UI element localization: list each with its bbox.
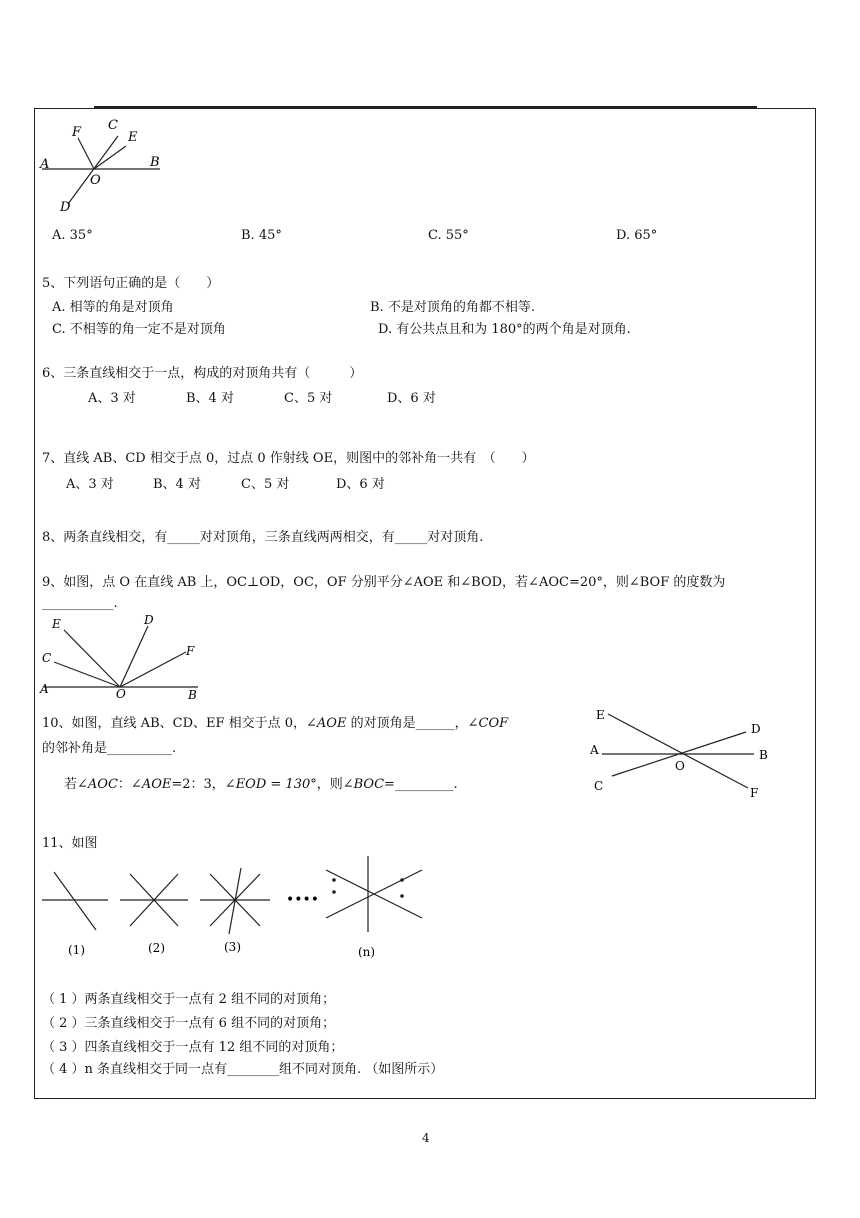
q11-caption-2: (2) — [148, 941, 165, 955]
q6-option-a[interactable]: A、3 对 — [88, 391, 136, 406]
q9-label-f: F — [186, 644, 195, 658]
q10-angle-eod: ∠EOD = 130° — [224, 777, 317, 792]
q11-item-3: （ 3 ）四条直线相交于一点有 12 组不同的对顶角； — [42, 1040, 344, 1055]
q11-figures — [38, 852, 438, 964]
q11-item-2: （ 2 ）三条直线相交于一点有 6 组不同的对顶角； — [42, 1016, 336, 1031]
q10-line1-middle: 的对顶角是______， — [346, 716, 468, 731]
q4-label-o: O — [90, 173, 101, 188]
q6-option-b[interactable]: B、4 对 — [186, 391, 234, 406]
q7-option-c[interactable]: C、5 对 — [241, 477, 290, 492]
q8-text: 8、两条直线相交，有_____对对顶角，三条直线两两相交，有_____对对顶角. — [42, 530, 484, 545]
q10-figure — [586, 702, 776, 802]
q10-line3-then: ，则 — [316, 777, 343, 792]
q4-label-e: E — [128, 130, 138, 145]
q10-label-c: C — [594, 779, 604, 793]
q5-option-a[interactable]: A. 相等的角是对顶角 — [52, 300, 174, 315]
q4-label-d: D — [60, 200, 71, 215]
q7-option-b[interactable]: B、4 对 — [153, 477, 201, 492]
q9-label-o: O — [116, 687, 126, 701]
q4-label-f: F — [72, 125, 82, 140]
q4-option-d[interactable]: D. 65° — [616, 228, 658, 243]
q5-option-c[interactable]: C. 不相等的角一定不是对顶角 — [52, 322, 226, 337]
q9-label-a: A — [40, 682, 49, 696]
q5-option-b[interactable]: B. 不是对顶角的角都不相等. — [370, 300, 535, 315]
q10-angle-aoe: ∠AOE — [306, 716, 347, 731]
q9-label-e: E — [52, 617, 61, 631]
q5-stem: 5、下列语句正确的是（ ） — [42, 276, 220, 291]
q11-item-4: （ 4 ）n 条直线相交于同一点有________组不同对顶角. （如图所示） — [42, 1062, 444, 1077]
q11-caption-3: (3) — [224, 940, 241, 954]
page-number: 4 — [422, 1131, 430, 1145]
q6-stem: 6、三条直线相交于一点，构成的对顶角共有（ ） — [42, 366, 363, 381]
q10-angle-aoe-2: ∠AOE — [130, 777, 172, 792]
q4-option-c[interactable]: C. 55° — [428, 228, 469, 243]
q10-label-o: O — [675, 759, 685, 773]
q10-line1 — [42, 712, 508, 731]
q10-label-f: F — [750, 786, 759, 800]
q11-caption-n: (n) — [358, 945, 376, 959]
q9-label-d: D — [144, 613, 154, 627]
q10-label-e: E — [596, 708, 605, 722]
q9-line1: 9、如图，点 O 在直线 AB 上，OC⊥OD，OC，OF 分别平分∠AOE 和∠BOD，若∠AOC=20°，则∠BOF 的度数为 — [42, 575, 726, 590]
q9-figure — [38, 612, 208, 702]
q10-line2: 的邻补角是__________. — [42, 741, 177, 756]
q4-option-a[interactable]: A. 35° — [52, 228, 93, 243]
q7-stem: 7、直线 AB、CD 相交于点 0，过点 0 作射线 OE，则图中的邻补角一共有 （ ） — [42, 451, 535, 466]
q10-angle-aoc: ∠AOC — [77, 777, 118, 792]
q11-caption-1: (1) — [68, 943, 85, 957]
q10-line1-prefix: 10、如图，直线 AB、CD、EF 相交于点 0， — [42, 716, 307, 731]
q10-line3 — [64, 773, 458, 792]
q7-option-a[interactable]: A、3 对 — [66, 477, 114, 492]
q6-option-d[interactable]: D、6 对 — [387, 391, 436, 406]
q10-angle-boc: ∠BOC — [342, 777, 385, 792]
q10-line3-end: =_________. — [384, 777, 458, 792]
q10-label-d: D — [751, 722, 761, 736]
q10-label-b: B — [759, 748, 768, 762]
q11-stem: 11、如图 — [42, 836, 98, 851]
q9-label-c: C — [42, 651, 52, 665]
q6-option-c[interactable]: C、5 对 — [284, 391, 333, 406]
q4-label-c: C — [108, 118, 118, 133]
q4-option-b[interactable]: B. 45° — [241, 228, 282, 243]
q10-angle-cof: ∠COF — [467, 716, 509, 731]
q9-answer-line: ___________. — [42, 596, 118, 611]
q11-ellipsis: •••• — [286, 892, 320, 908]
q10-ratio-value: =2：3， — [171, 777, 225, 792]
q10-line3-prefix: 若 — [64, 777, 78, 792]
q5-option-d[interactable]: D. 有公共点且和为 180°的两个角是对顶角. — [378, 322, 631, 337]
q4-figure — [38, 114, 168, 216]
q4-label-a: A — [40, 157, 50, 172]
q11-item-1: （ 1 ）两条直线相交于一点有 2 组不同的对顶角； — [42, 992, 336, 1007]
q10-label-a: A — [590, 743, 599, 757]
q10-ratio-colon: ： — [117, 777, 131, 792]
q7-option-d[interactable]: D、6 对 — [336, 477, 385, 492]
q9-label-b: B — [188, 688, 197, 702]
q4-label-b: B — [150, 155, 160, 170]
